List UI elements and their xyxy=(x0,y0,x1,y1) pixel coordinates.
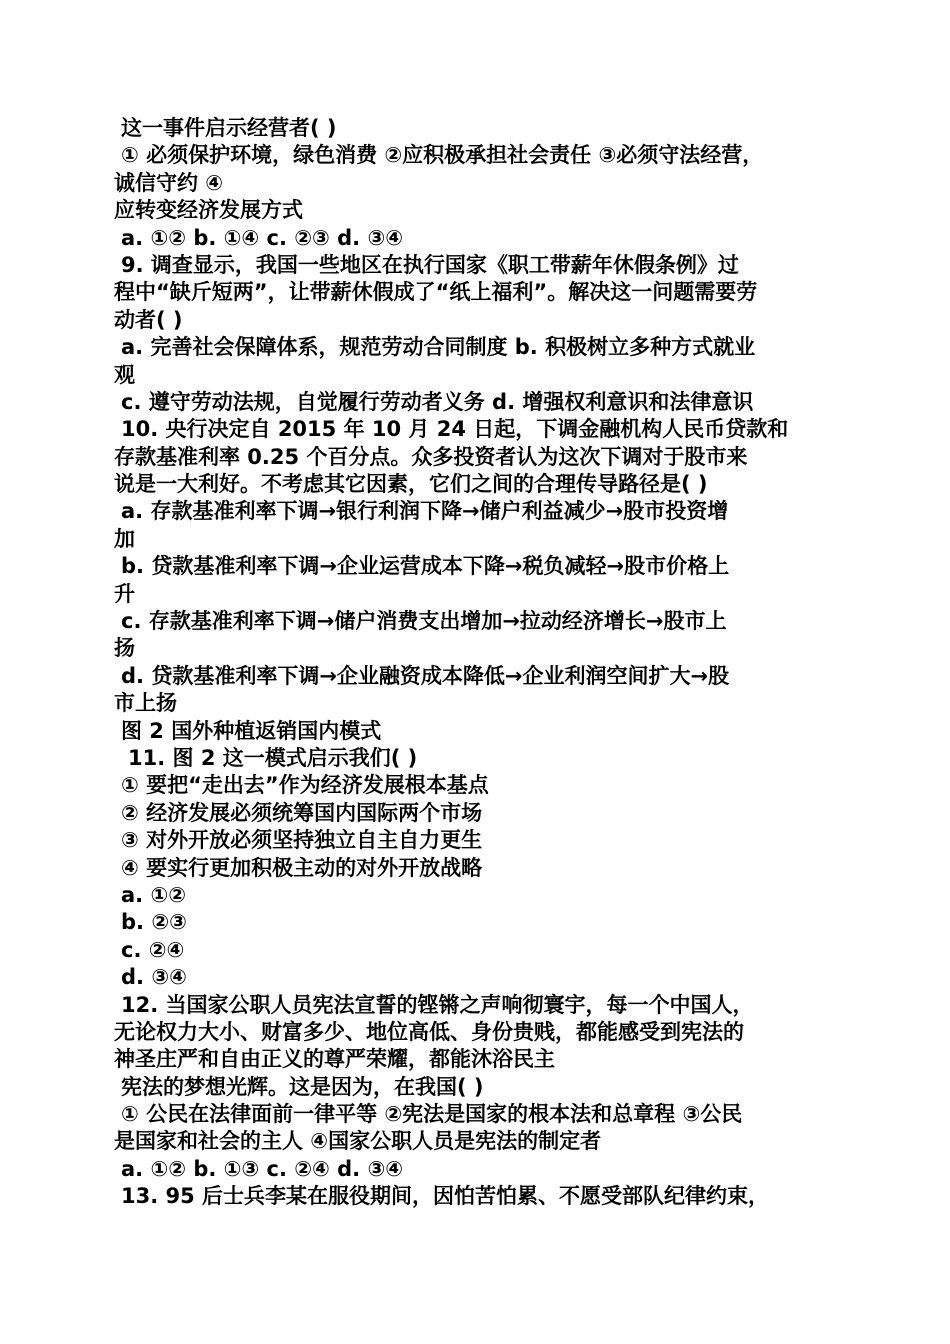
text-line: b. ②③ xyxy=(121,910,187,935)
text-line: d. ③④ xyxy=(121,965,187,990)
text-line: b. 贷款基准利率下调→企业运营成本下降→税负减轻→股市价格上 xyxy=(121,554,730,579)
document-body xyxy=(114,115,844,1211)
text-line: a. ①② xyxy=(121,882,187,907)
text-line: 11. 图 2 这一模式启示我们( ) xyxy=(128,745,418,770)
text-line: 加 xyxy=(114,526,135,551)
text-line: 市上扬 xyxy=(114,691,177,716)
text-line: a. 完善社会保障体系，规范劳动合同制度 b. 积极树立多种方式就业 xyxy=(121,335,756,360)
text-line: 动者( ) xyxy=(114,307,183,332)
text-line: ④ 要实行更加积极主动的对外开放战略 xyxy=(121,855,483,880)
text-line: 诚信守约 ④ xyxy=(114,170,224,195)
text-line: c. ②④ xyxy=(121,937,185,962)
text-line: c. 存款基准利率下调→储户消费支出增加→拉动经济增长→股市上 xyxy=(121,609,727,634)
text-line: 应转变经济发展方式 xyxy=(114,198,303,223)
text-line: 宪法的梦想光辉。这是因为，在我国( ) xyxy=(121,1074,484,1099)
text-line: 说是一大利好。不考虑其它因素，它们之间的合理传导路径是( ) xyxy=(114,472,708,497)
text-line: a. ①② b. ①③ c. ②④ d. ③④ xyxy=(121,1156,404,1181)
text-line: ② 经济发展必须统筹国内国际两个市场 xyxy=(121,800,483,825)
text-line: d. 贷款基准利率下调→企业融资成本降低→企业利润空间扩大→股 xyxy=(121,663,730,688)
text-line: ① 要把“走出去”作为经济发展根本基点 xyxy=(121,773,489,798)
text-line: 12. 当国家公职人员宪法宣誓的铿锵之声响彻寰宇，每一个中国人， xyxy=(121,992,754,1017)
text-line: a. 存款基准利率下调→银行利润下降→储户利益减少→股市投资增 xyxy=(121,499,729,524)
text-line: 9. 调查显示，我国一些地区在执行国家《职工带薪年休假条例》过 xyxy=(121,252,739,277)
text-line: c. 遵守劳动法规，自觉履行劳动者义务 d. 增强权利意识和法律意识 xyxy=(121,389,754,414)
text-line: 神圣庄严和自由正义的尊严荣耀，都能沐浴民主 xyxy=(114,1047,555,1072)
text-line: 存款基准利率 0.25 个百分点。众多投资者认为这次下调对于股市来 xyxy=(114,444,748,469)
text-line: 这一事件启示经营者( ) xyxy=(121,116,337,140)
text-line: 10. 央行决定自 2015 年 10 月 24 日起，下调金融机构人民币贷款和 xyxy=(121,417,789,442)
text-line: 观 xyxy=(114,362,135,387)
text-line: ① 必须保护环境，绿色消费 ②应积极承担社会责任 ③必须守法经营， xyxy=(121,143,764,168)
text-line: 扬 xyxy=(114,636,135,661)
text-line: 升 xyxy=(114,581,135,606)
text-line: ③ 对外开放必须坚持独立自主自力更生 xyxy=(121,828,483,853)
text-line: ① 公民在法律面前一律平等 ②宪法是国家的根本法和总章程 ③公民 xyxy=(121,1102,743,1127)
text-line: 无论权力大小、财富多少、地位高低、身份贵贱，都能感受到宪法的 xyxy=(114,1019,744,1044)
text-line: 是国家和社会的主人 ④国家公职人员是宪法的制定者 xyxy=(114,1129,602,1154)
text-line: 图 2 国外种植返销国内模式 xyxy=(121,718,382,743)
text-line: 13. 95 后士兵李某在服役期间，因怕苦怕累、不愿受部队纪律约束， xyxy=(121,1184,770,1209)
text-line: 程中“缺斤短两”，让带薪休假成了“纸上福利”。解决这一问题需要劳 xyxy=(114,280,758,305)
text-line: a. ①② b. ①④ c. ②③ d. ③④ xyxy=(121,225,404,250)
